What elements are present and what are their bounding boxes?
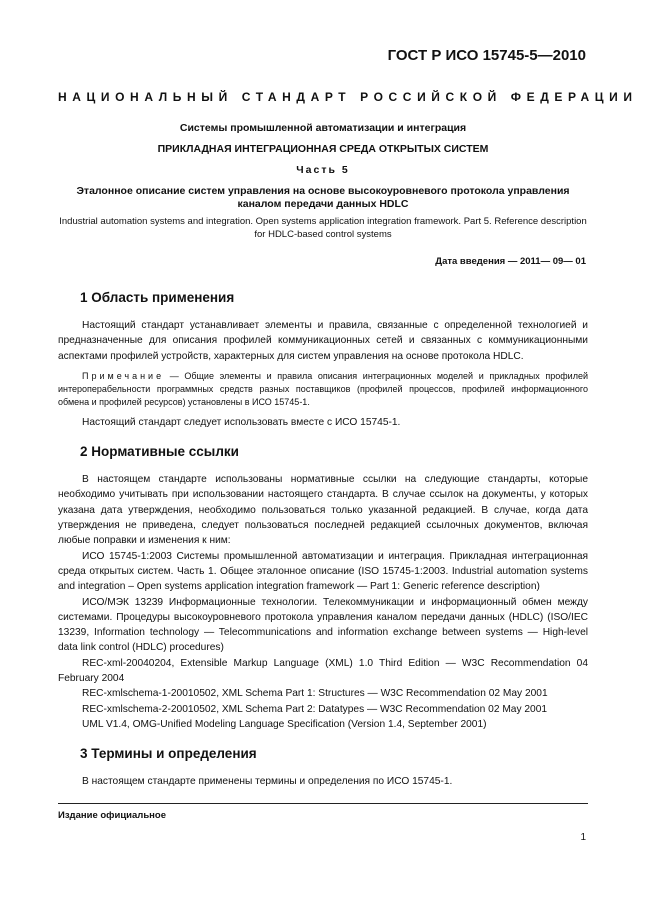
reference-item: REC-xmlschema-2-20010502, XML Schema Part 2: Datatypes — W3C Recommendation 02 May 2001	[82, 703, 548, 715]
section-3-paragraph-1: В настоящем стандарте применены термины и определения по ИСО 15745-1.	[82, 776, 453, 788]
note-label: Примечание	[82, 370, 165, 381]
footer-divider	[58, 803, 588, 804]
reference-item: REC-xml-20040204, Extensible Markup Language (XML) 1.0 Third Edition — W3C Recommendation 04 February 2004	[58, 657, 588, 685]
subtitle: Эталонное описание систем управления на основе высокоуровневого протокола управления каналом передачи данных HDLC	[76, 185, 570, 210]
section-3-heading: 3 Термины и определения	[80, 746, 257, 762]
official-edition-label: Издание официальное	[58, 810, 166, 821]
reference-item: UML V1.4, OMG-Unified Modeling Language Specification (Version 1.4, September 2001)	[82, 718, 487, 730]
section-2-paragraph-1: В настоящем стандарте использованы нормативные ссылки на следующие стандарты, которые необходимо учитывать при использовании настоящего стандарта. В случае ссылок на документы, у которых указана дата утверждения, необходимо пользоваться только указанной редакцией. В случае, когда дата утверждения не приведена, следует пользоваться последней редакцией ссылочных документов, включая любые поправки и изменения к ним:	[58, 474, 588, 547]
title-block	[58, 122, 588, 241]
reference-item: ИСО/МЭК 13239 Информационные технологии. Телекоммуникации и информационный обмен между системами. Процедуры высокоуровневого протокола управления каналом передачи данных (HDLC) (ISO/IEC 13239, Information technology — Telecommunications and information exchange between systems — High-level data link control (HDLC) procedures)	[58, 596, 588, 654]
national-standard-banner: НАЦИОНАЛЬНЫЙ СТАНДАРТ РОССИЙСКОЙ ФЕДЕРАЦИИ	[58, 90, 638, 104]
title-line-1: Системы промышленной автоматизации и интеграция	[179, 122, 467, 134]
english-title: Industrial automation systems and integration. Open systems application integration framework. Part 5. Reference description for HDLC-based control systems	[59, 216, 587, 240]
reference-item: ИСО 15745-1:2003 Системы промышленной автоматизации и интеграция. Прикладная интеграционная среда открытых систем. Часть 1. Общее эталонное описание (ISO 15745-1:2003. Industrial automation systems and integration – Open systems application integration framework — Part 1: Generic reference description)	[58, 550, 588, 593]
standard-number: ГОСТ Р ИСО 15745-5—2010	[387, 47, 586, 64]
section-1-paragraph-1: Настоящий стандарт устанавливает элементы и правила, связанные с определенной технологией и предназначенные для описания профилей коммуникационных сетей и связанных с коммуникационными аспектами профилей устройств, характерных для систем управления на основе протокола HDLC.	[58, 320, 588, 362]
section-1-paragraph-2: Настоящий стандарт следует использовать вместе с ИСО 15745-1.	[82, 416, 401, 428]
page-number: 1	[580, 832, 586, 843]
part-label: Часть 5	[296, 164, 350, 176]
main-content	[58, 290, 588, 790]
note-text: — Общие элементы и правила описания интеграционных моделей и прикладных профилей интероперабельности программных средств разных поставщиков (профилей процессов, профилей информационного обмена и профилей ресурсов) установлены в ИСО 15745-1.	[58, 370, 588, 407]
section-2-heading: 2 Нормативные ссылки	[80, 444, 239, 460]
introduction-date: Дата введения — 2011— 09— 01	[435, 256, 586, 267]
reference-item: REC-xmlschema-1-20010502, XML Schema Part 1: Structures — W3C Recommendation 02 May 2001	[82, 688, 548, 700]
title-line-2: ПРИКЛАДНАЯ ИНТЕГРАЦИОННАЯ СРЕДА ОТКРЫТЫХ СИСТЕМ	[157, 143, 489, 155]
section-1-note	[58, 370, 588, 409]
section-1-heading: 1 Область применения	[80, 290, 235, 305]
